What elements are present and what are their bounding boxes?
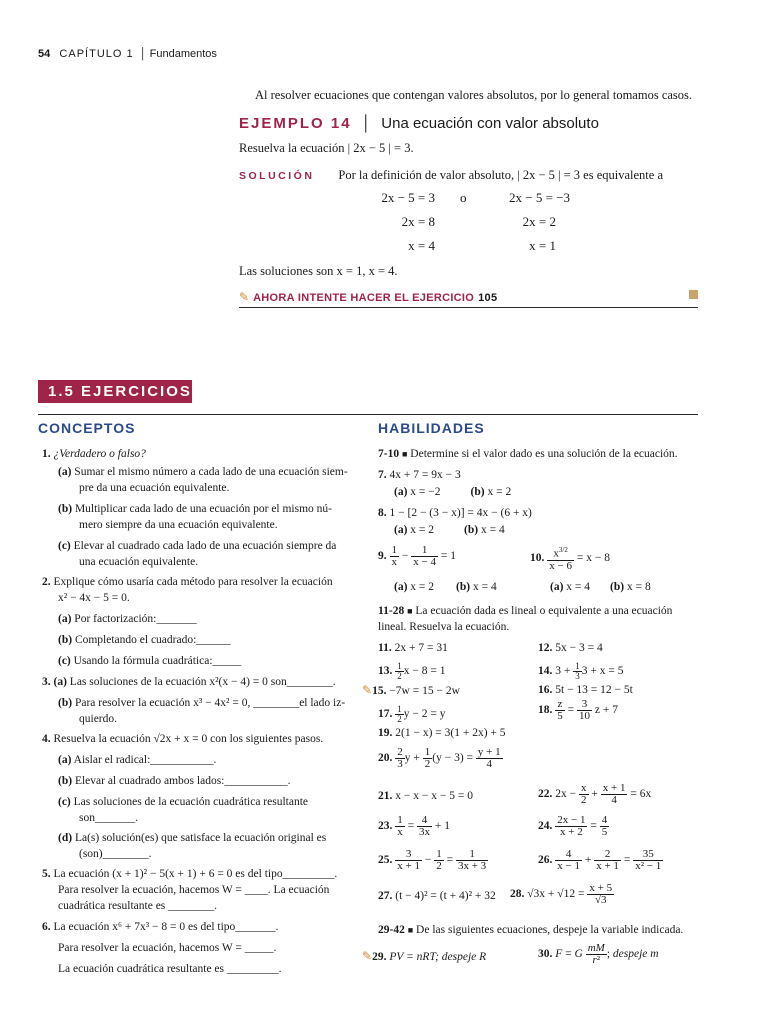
q2b: Completando el cuadrado:______ <box>74 634 231 646</box>
left-step-1: 2x − 5 = 3 <box>381 190 435 205</box>
example-statement: Resuelva la ecuación | 2x − 5 | = 3. <box>239 141 414 155</box>
q4b: Elevar al cuadrado ambos lados:___________. <box>74 775 291 787</box>
q2a: Por factorización:_______ <box>74 613 197 625</box>
q6-text-2: Para resolver la ecuación, hacemos W = _____. <box>58 942 277 954</box>
q6-text-3: La ecuación cuadrática resultante es _________. <box>58 963 282 975</box>
q1c: Elevar al cuadrado cada lado de una ecuación siempre da <box>73 540 337 552</box>
ex14-prefix: 3 + <box>555 665 574 678</box>
example-label: EJEMPLO 14 <box>239 115 352 132</box>
or-label: o <box>460 190 467 205</box>
q5-text-2: Para resolver la ecuación, hacemos W = ____. La ecuación <box>58 884 330 896</box>
ex14: 3 + x = 5 <box>581 665 624 678</box>
right-step-2: 2x = 2 <box>522 214 556 229</box>
q2-number: 2. <box>42 576 51 588</box>
inst2-range: 11-28 <box>378 605 405 617</box>
ex10a: x = 4 <box>566 581 591 593</box>
example-heading: EJEMPLO 14 │ Una ecuación con valor absoluto <box>239 115 599 132</box>
ex20: 20. $\frac{2}{3}$ y + $\frac{1}{2}$ (y − 3) = $\frac{y + 1}{4}$ <box>378 746 501 770</box>
q1-number: 1. <box>42 448 51 460</box>
ex30-instr: despeje m <box>612 948 659 961</box>
ex7: 4x + 7 = 9x − 3 <box>389 469 461 481</box>
right-step-3: x = 1 <box>529 238 556 253</box>
solution-row <box>239 166 663 184</box>
example-title: Una ecuación con valor absoluto <box>381 115 599 132</box>
pencil-icon-29: ✎ <box>362 949 373 963</box>
page-header: 54 CAPÍTULO 1 │ Fundamentos <box>38 48 217 60</box>
ex7a: x = −2 <box>410 486 441 498</box>
section-divider <box>38 414 698 415</box>
ex9: 9. $\frac{1}{x}$ − $\frac{1}{x - 4}$ = 1 <box>378 544 456 568</box>
habilidades-heading: HABILIDADES <box>378 420 485 436</box>
conceptos-heading: CONCEPTOS <box>38 420 136 436</box>
example-conclusion: Las soluciones son x = 1, x = 4. <box>239 264 398 278</box>
ex12: 5x − 3 = 4 <box>555 642 603 654</box>
section-banner: 1.5 EJERCICIOS <box>38 380 192 403</box>
solution-label: SOLUCIÓN <box>239 170 315 182</box>
ex16: 5t − 13 = 12 − 5t <box>555 684 633 696</box>
q4d: La(s) solución(es) que satisface la ecuación original es <box>74 832 327 844</box>
q1a: Sumar el mismo número a cada lado de una ecuación siem- <box>74 466 348 478</box>
solution-text: Por la definición de valor absoluto, | 2x − 5 | = 3 es equivalente a <box>338 168 664 182</box>
q5-text-3: cuadrática resultante es ________. <box>58 900 218 912</box>
ex26: 26. $\frac{4}{x - 1}$ + $\frac{2}{x + 1}$ = $\frac{35}{\text{x² − 1}}$ <box>538 848 662 872</box>
ex17: y − 2 = y <box>403 708 446 721</box>
q4c: Las soluciones de la ecuación cuadrática resultante <box>73 796 309 808</box>
left-step-2: 2x = 8 <box>401 214 435 229</box>
ex8a: x = 2 <box>410 524 435 536</box>
right-step-1: 2x − 5 = −3 <box>509 190 570 205</box>
end-square-icon <box>689 290 698 299</box>
ex18: z + 7 <box>594 704 618 717</box>
ex9a: x = 2 <box>410 581 435 593</box>
page-number: 54 <box>38 48 51 60</box>
ex29: PV = nRT; despeje R <box>389 951 487 963</box>
ex28: 28. √3x + √12 = $\frac{x + 5}{√3}$ <box>510 882 613 906</box>
ex23: 23. $\frac{1}{x}$ = $\frac{4}{3x}$ + 1 <box>378 814 450 838</box>
ex24: 24. $\frac{2x - 1}{x + 2}$ = $\frac{4}{5}$ <box>538 814 608 838</box>
q2c: Usando la fórmula cuadrática:_____ <box>73 655 242 667</box>
q4-text: Resuelva la ecuación √2x + x = 0 con los siguientes pasos. <box>53 733 324 745</box>
inst3-text: De las siguientes ecuaciones, despeje la variable indicada. <box>416 924 684 936</box>
pencil-icon-15: ✎ <box>362 683 373 697</box>
ex7b: x = 2 <box>487 486 512 498</box>
q2-text: Explique cómo usaría cada método para resolver la ecuación <box>53 576 333 588</box>
ex15: −7w = 15 − 2w <box>389 685 460 697</box>
left-step-3: x = 4 <box>408 238 435 253</box>
q3-number: 3. <box>42 676 51 688</box>
ex22-rhs: = 6x <box>630 788 652 801</box>
inst1-text: Determine si el valor dado es una solución de la ecuación. <box>410 448 678 460</box>
intro-text: Al resolver ecuaciones que contengan valores absolutos, por lo general tomamos casos. <box>255 88 693 102</box>
ex19: 2(1 − x) = 3(1 + 2x) + 5 <box>395 727 506 739</box>
q1a-cont: pre da una ecuación equivalente. <box>79 482 230 494</box>
q3b: Para resolver la ecuación x³ − 4x² = 0, ________el lado iz- <box>74 697 346 709</box>
chapter-name: Fundamentos <box>149 48 217 60</box>
q6-number: 6. <box>42 921 51 933</box>
try-number: 105 <box>478 292 498 304</box>
q6-text: La ecuación x⁶ + 7x³ − 8 = 0 es del tipo_______. <box>53 921 279 933</box>
inst2-text: La ecuación dada es lineal o equivalente a una ecuación <box>415 605 673 617</box>
ex10: 10. $\frac{x^{3/2}}{x - 6}$ = x − 8 <box>530 546 610 572</box>
q2-text-cont: x² − 4x − 5 = 0. <box>58 592 130 604</box>
ex25: 25. $\frac{3}{x + 1}$ − $\frac{1}{2}$ = $\frac{1}{3x + 3}$ <box>378 848 487 872</box>
q4-number: 4. <box>42 733 51 745</box>
q1b: Multiplicar cada lado de una ecuación por el mismo nú- <box>74 503 333 515</box>
try-text: AHORA INTENTE HACER EL EJERCICIO <box>253 292 475 304</box>
q5-text: La ecuación (x + 1)² − 5(x + 1) + 6 = 0 es del tipo_________. <box>53 868 338 880</box>
ex9b: x = 4 <box>472 581 497 593</box>
chapter-label: CAPÍTULO 1 <box>59 48 134 60</box>
inst3-range: 29-42 <box>378 924 405 936</box>
ex22: 22. 2x − $\frac{x}{2}$ + $\frac{x + 1}{4}$ = 6x <box>538 782 652 806</box>
ex8b: x = 4 <box>480 524 505 536</box>
ex10b: x = 8 <box>626 581 651 593</box>
q5-number: 5. <box>42 868 51 880</box>
ex21: x − x − x − 5 = 0 <box>395 790 473 802</box>
q1b-cont: mero siempre da una ecuación equivalente. <box>79 519 278 531</box>
try-exercise[interactable] <box>239 288 497 306</box>
q1-text: ¿Verdadero o falso? <box>53 448 146 460</box>
ex30: 30. F = G $\frac{mM}{\text{r²}}$ ; despeje m <box>538 942 659 966</box>
q3a: Las soluciones de la ecuación x²(x − 4) = 0 son________. <box>69 676 336 688</box>
ex27: (t − 4)² = (t + 4)² + 32 <box>395 890 496 902</box>
ex11: 2x + 7 = 31 <box>394 642 448 654</box>
inst1-range: 7-10 <box>378 448 400 460</box>
q1c-cont: una ecuación equivalente. <box>79 556 199 568</box>
ex13: x − 8 = 1 <box>403 665 446 678</box>
q4a: Aislar el radical:___________. <box>73 754 217 766</box>
inst2-text-cont: lineal. Resuelva la ecuación. <box>378 621 510 633</box>
q3b-cont: quierdo. <box>79 713 118 725</box>
q4c-cont: son_______. <box>79 812 139 824</box>
q4d-cont: (son)________. <box>79 848 152 860</box>
ex10-rhs: = x − 8 <box>576 551 610 564</box>
pencil-icon: ✎ <box>239 290 250 304</box>
ex28-lhs: √3x + √12 = <box>527 888 585 901</box>
example-divider <box>239 307 698 308</box>
ex8: 1 − [2 − (3 − x)] = 4x − (6 + x) <box>389 507 532 519</box>
